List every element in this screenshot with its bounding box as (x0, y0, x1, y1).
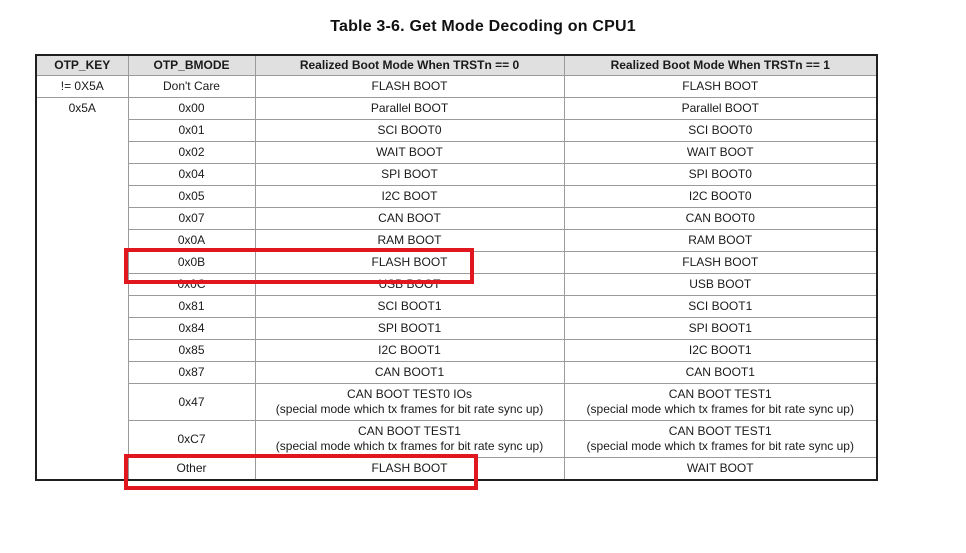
boot-mode-name: CAN BOOT TEST1 (668, 387, 772, 401)
cell-otp-bmode: 0x04 (128, 164, 255, 186)
cell-boot-mode-trst0: I2C BOOT (255, 186, 564, 208)
cell-boot-mode-trst0: CAN BOOT (255, 208, 564, 230)
cell-boot-mode-trst1 (564, 421, 877, 458)
cell-boot-mode-trst1: FLASH BOOT (564, 76, 877, 98)
cell-boot-mode-trst1: FLASH BOOT (564, 252, 877, 274)
cell-otp-bmode: 0x81 (128, 296, 255, 318)
cell-boot-mode-trst1: SCI BOOT1 (564, 296, 877, 318)
table-row (36, 340, 877, 362)
table-row (36, 120, 877, 142)
boot-mode-name: CAN BOOT TEST0 IOs (347, 387, 472, 401)
cell-boot-mode-trst0: SPI BOOT (255, 164, 564, 186)
cell-boot-mode-trst1: I2C BOOT0 (564, 186, 877, 208)
col-header-boot-mode-trst1: Realized Boot Mode When TRSTn == 1 (564, 55, 877, 76)
cell-otp-bmode: 0xC7 (128, 421, 255, 458)
cell-boot-mode-trst1: USB BOOT (564, 274, 877, 296)
get-mode-decoding-table (35, 54, 878, 481)
table-title: Table 3-6. Get Mode Decoding on CPU1 (330, 18, 636, 35)
cell-boot-mode-trst0: SCI BOOT0 (255, 120, 564, 142)
table-row (36, 98, 877, 120)
cell-boot-mode-trst0: WAIT BOOT (255, 142, 564, 164)
cell-boot-mode-trst0: I2C BOOT1 (255, 340, 564, 362)
boot-mode-note: (special mode which tx frames for bit rate sync up) (275, 402, 544, 416)
table-row (36, 296, 877, 318)
cell-boot-mode-trst1: WAIT BOOT (564, 458, 877, 481)
table-row (36, 142, 877, 164)
cell-otp-bmode: 0x0A (128, 230, 255, 252)
table-row (36, 318, 877, 340)
cell-boot-mode-trst0: USB BOOT (255, 274, 564, 296)
boot-mode-name: CAN BOOT TEST1 (358, 424, 461, 438)
cell-otp-bmode: 0x01 (128, 120, 255, 142)
cell-boot-mode-trst0: SPI BOOT1 (255, 318, 564, 340)
cell-boot-mode-trst1: WAIT BOOT (564, 142, 877, 164)
cell-otp-key: != 0X5A (36, 76, 128, 98)
boot-mode-note: (special mode which tx frames for bit rate sync up) (275, 439, 544, 453)
table-row (36, 274, 877, 296)
table-row-highlighted-0x0b (36, 252, 877, 274)
cell-otp-bmode: 0x0C (128, 274, 255, 296)
cell-boot-mode-trst1: SCI BOOT0 (564, 120, 877, 142)
col-header-boot-mode-trst0: Realized Boot Mode When TRSTn == 0 (255, 55, 564, 76)
table-row (36, 208, 877, 230)
table-row-highlighted-other (36, 458, 877, 481)
cell-otp-key-merged: 0x5A (36, 98, 128, 481)
cell-boot-mode-trst1: SPI BOOT1 (564, 318, 877, 340)
cell-boot-mode-trst0: CAN BOOT1 (255, 362, 564, 384)
cell-otp-bmode: 0x47 (128, 384, 255, 421)
cell-boot-mode-trst1 (564, 384, 877, 421)
cell-boot-mode-trst1: SPI BOOT0 (564, 164, 877, 186)
cell-boot-mode-trst1: RAM BOOT (564, 230, 877, 252)
cell-boot-mode-trst0: FLASH BOOT (255, 252, 564, 274)
header-row (36, 55, 877, 76)
cell-otp-bmode: 0x87 (128, 362, 255, 384)
cell-otp-bmode: 0x85 (128, 340, 255, 362)
cell-otp-bmode: 0x84 (128, 318, 255, 340)
table-row (36, 164, 877, 186)
table-row (36, 421, 877, 458)
table-row (36, 230, 877, 252)
cell-otp-bmode: 0x02 (128, 142, 255, 164)
cell-otp-bmode: Other (128, 458, 255, 481)
cell-otp-bmode: 0x00 (128, 98, 255, 120)
boot-mode-note: (special mode which tx frames for bit rate sync up) (586, 402, 854, 416)
cell-otp-bmode: 0x0B (128, 252, 255, 274)
cell-boot-mode-trst0: RAM BOOT (255, 230, 564, 252)
cell-boot-mode-trst0 (255, 421, 564, 458)
cell-boot-mode-trst0 (255, 384, 564, 421)
cell-boot-mode-trst1: CAN BOOT1 (564, 362, 877, 384)
cell-otp-bmode: 0x07 (128, 208, 255, 230)
col-header-otp-bmode: OTP_BMODE (128, 55, 255, 76)
cell-boot-mode-trst0: FLASH BOOT (255, 76, 564, 98)
cell-boot-mode-trst1: I2C BOOT1 (564, 340, 877, 362)
table-row (36, 186, 877, 208)
cell-boot-mode-trst0: SCI BOOT1 (255, 296, 564, 318)
table-row (36, 362, 877, 384)
cell-boot-mode-trst0: FLASH BOOT (255, 458, 564, 481)
boot-mode-note: (special mode which tx frames for bit rate sync up) (586, 439, 854, 453)
boot-mode-name: CAN BOOT TEST1 (668, 424, 772, 438)
cell-boot-mode-trst1: Parallel BOOT (564, 98, 877, 120)
cell-boot-mode-trst1: CAN BOOT0 (564, 208, 877, 230)
table-row (36, 76, 877, 98)
cell-boot-mode-trst0: Parallel BOOT (255, 98, 564, 120)
cell-otp-bmode: Don't Care (128, 76, 255, 98)
cell-otp-bmode: 0x05 (128, 186, 255, 208)
col-header-otp-key: OTP_KEY (36, 55, 128, 76)
table-row (36, 384, 877, 421)
